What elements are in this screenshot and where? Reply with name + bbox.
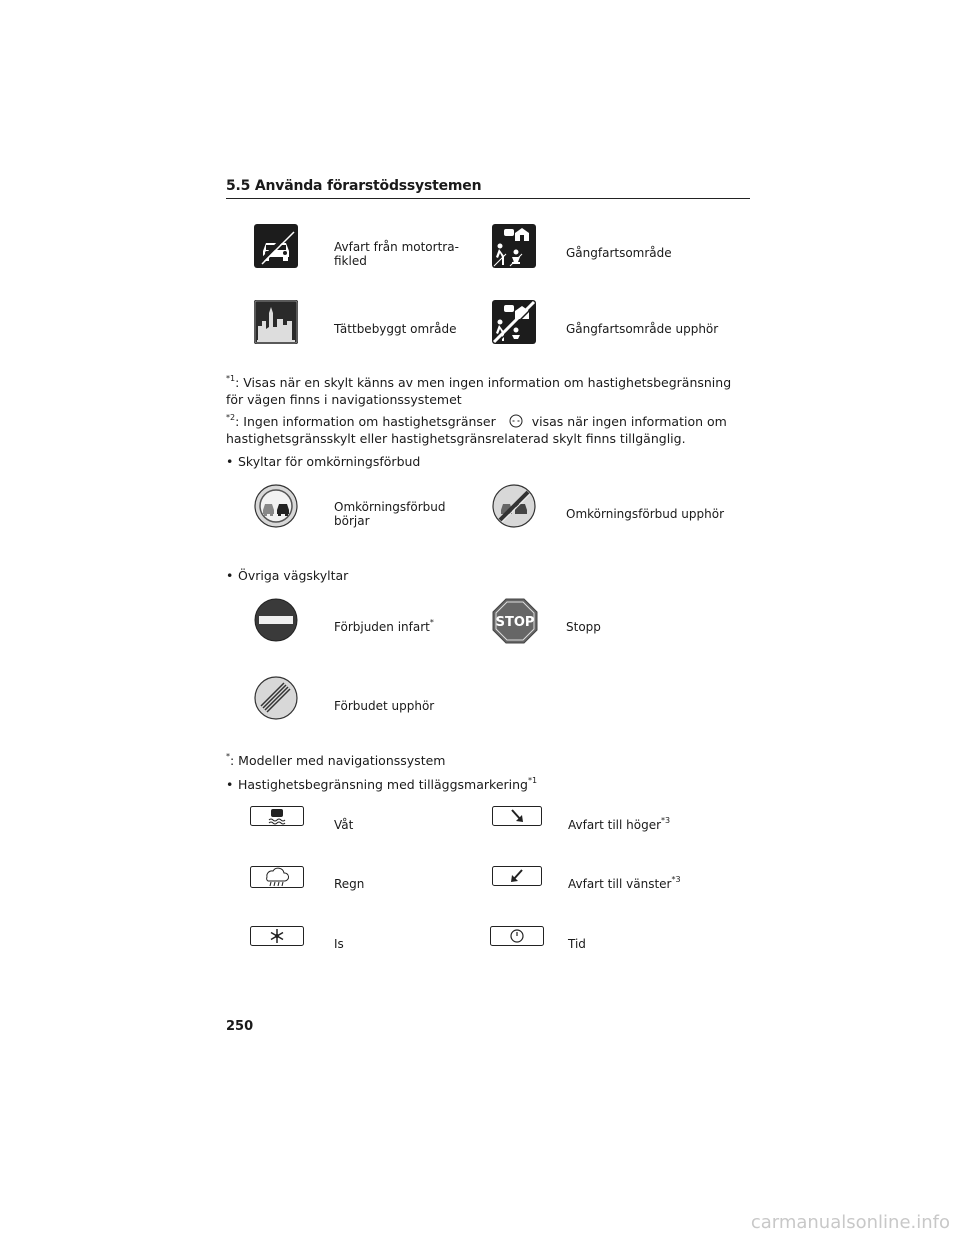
footnote-mark: *1 xyxy=(226,374,236,383)
walking-zone-end-sign-icon xyxy=(492,300,536,344)
footnote-mark: *2 xyxy=(226,413,236,422)
time-plate-icon xyxy=(490,926,544,946)
sign-label-end-of-prohibition: Förbudet upphör xyxy=(334,699,435,713)
sign-label-text: Förbjuden infart xyxy=(334,620,430,634)
footnote-star xyxy=(226,752,746,769)
sign-label-stop: Stopp xyxy=(566,620,601,634)
bullet-dot: • xyxy=(226,568,234,583)
footnote-mark: *1 xyxy=(528,776,538,785)
footnote-mark: *3 xyxy=(661,816,671,825)
watermark: carmanualsonline.info xyxy=(750,1212,950,1233)
exit-left-plate-icon xyxy=(492,866,542,886)
no-overtaking-end-sign-icon xyxy=(492,484,536,528)
sign-label-no-entry xyxy=(334,620,434,634)
sign-label-motorway-exit: Avfart från motortra- fikled xyxy=(334,240,459,268)
footnote-mark: * xyxy=(429,618,434,627)
plate-label-ice: Is xyxy=(334,937,344,951)
no-overtaking-sign-icon xyxy=(254,484,298,528)
bullet-dot: • xyxy=(226,454,234,469)
sign-label-walking-zone-end: Gångfartsområde upphör xyxy=(566,322,719,336)
motorway-exit-sign-icon xyxy=(254,224,298,268)
footnote-mark: * xyxy=(226,752,230,761)
sign-label-no-overtaking: Omkörningsförbud börjar xyxy=(334,500,446,528)
section-title: 5.5 Använda förarstödssystemen xyxy=(226,178,482,194)
bullet-text: Hastighetsbegränsning med tilläggsmarkering xyxy=(238,777,528,792)
stop-sign-text: STOP xyxy=(495,615,535,630)
stop-sign-icon xyxy=(492,598,538,644)
bullet-text: Skyltar för omkörningsförbud xyxy=(238,454,421,469)
no-speed-info-icon xyxy=(508,414,524,428)
plate-label-text: Avfart till höger xyxy=(568,818,662,832)
header-rule xyxy=(226,198,750,199)
footnote-star-text: : Modeller med navigationssystem xyxy=(230,753,446,768)
page-number: 250 xyxy=(226,1019,254,1034)
plate-label-exit-right xyxy=(568,818,670,832)
plate-label-text: Avfart till vänster xyxy=(568,877,672,891)
bullet-overtaking xyxy=(226,453,420,470)
walking-zone-sign-icon xyxy=(492,224,536,268)
bullet-other xyxy=(226,567,348,584)
sign-label-built-up-area: Tättbebyggt område xyxy=(334,322,457,336)
plate-label-wet: Våt xyxy=(334,818,354,832)
footnote-2 xyxy=(226,413,746,447)
bullet-speed xyxy=(226,776,537,793)
no-entry-sign-icon xyxy=(254,598,298,642)
exit-right-plate-icon xyxy=(492,806,542,826)
ice-plate-icon xyxy=(250,926,304,946)
rain-plate-icon xyxy=(250,866,304,888)
plate-label-time: Tid xyxy=(568,937,586,951)
bullet-dot: • xyxy=(226,777,234,792)
sign-label-no-overtaking-end: Omkörningsförbud upphör xyxy=(566,507,725,521)
footnote-mark: *3 xyxy=(671,875,681,884)
bullet-text: Övriga vägskyltar xyxy=(238,568,349,583)
footnote-1 xyxy=(226,374,746,408)
footnote-1-text: : Visas när en skylt känns av men ingen information om hastighetsbegränsning för vägen finns i navigationssystemet xyxy=(226,375,732,407)
plate-label-exit-left xyxy=(568,877,681,891)
wet-road-plate-icon xyxy=(250,806,304,826)
plate-label-rain: Regn xyxy=(334,877,365,891)
footnote-2-text-after: visas när ingen information om hastighetsgränsskylt eller hastighetsgränsrelaterad skylt finns tillgänglig. xyxy=(226,414,727,446)
built-up-area-sign-icon xyxy=(254,300,298,344)
end-of-prohibition-sign-icon xyxy=(254,676,298,720)
sign-label-walking-zone: Gångfartsområde xyxy=(566,246,672,260)
footnote-2-text-before: : Ingen information om hastighetsgränser xyxy=(235,414,496,429)
